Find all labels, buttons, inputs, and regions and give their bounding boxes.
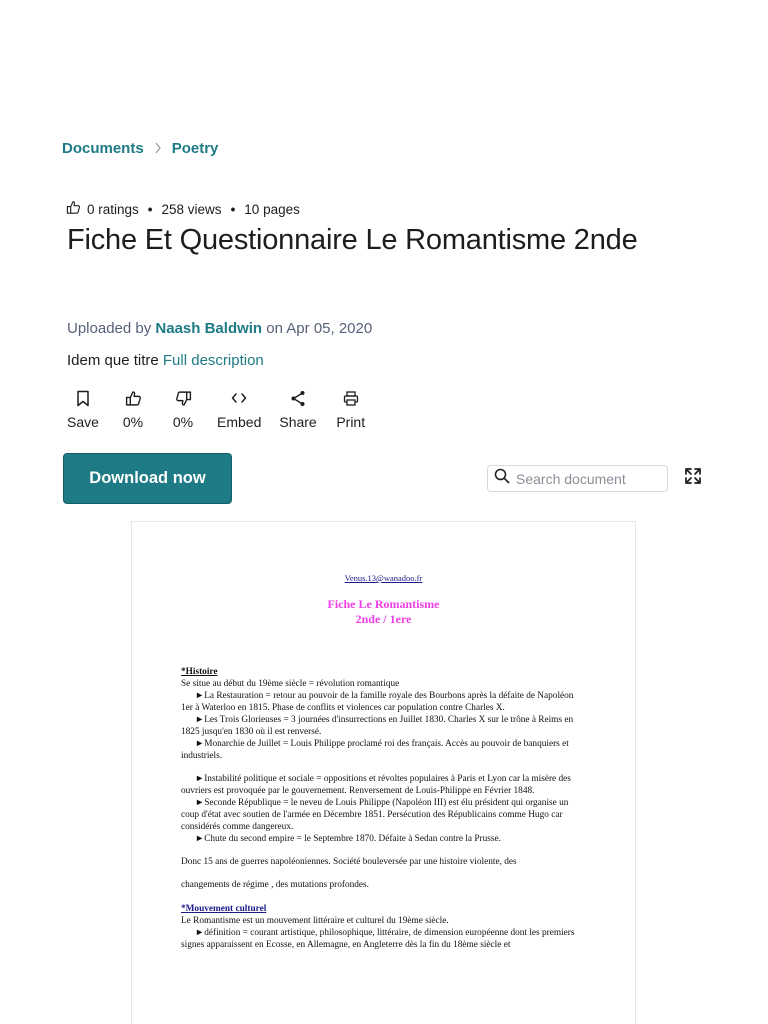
upload-prefix: Uploaded by — [67, 320, 152, 337]
action-bar — [67, 388, 385, 430]
meta-separator: • — [147, 201, 153, 217]
dislike-button[interactable] — [167, 388, 199, 430]
document-section-heading: *Mouvement culturel — [181, 904, 267, 914]
description — [67, 352, 264, 369]
bookmark-icon — [76, 388, 90, 408]
search-icon — [494, 468, 510, 489]
document-line: ►Les Trois Glorieuses = 3 journées d'insurrections en Juillet 1830. Charles X sur le trône à Reims en 1825 jusqu'en 1830 où il est renversé. — [181, 715, 574, 737]
ratings-count: 0 ratings — [87, 201, 139, 217]
print-label: Print — [336, 414, 366, 430]
document-line: ►La Restauration = retour au pouvoir de la famille royale des Bourbons après la défaite de Napoléon 1er à Waterloo en 1815. Phase de conflits et violences car population contre Charles X. — [181, 691, 574, 713]
document-title-line2: 2nde / 1ere — [355, 612, 412, 626]
share-icon — [290, 388, 306, 408]
document-meta — [66, 200, 300, 218]
chevron-right-icon — [154, 141, 162, 157]
save-button[interactable] — [67, 388, 99, 430]
document-line: Se situe au début du 19ème siècle = révolution romantique — [181, 679, 400, 689]
like-button[interactable] — [117, 388, 149, 430]
print-button[interactable] — [335, 388, 367, 430]
embed-button[interactable] — [217, 388, 261, 430]
pages-count: 10 pages — [244, 201, 300, 217]
share-label: Share — [279, 414, 317, 430]
spacer — [181, 845, 581, 856]
spacer — [181, 891, 581, 903]
document-body — [181, 666, 581, 951]
document-title — [132, 597, 635, 627]
download-now-button[interactable]: Download now — [63, 453, 232, 504]
printer-icon — [343, 388, 359, 408]
document-line: ►Instabilité politique et sociale = oppositions et révoltes populaires à Paris et Lyon car la misère des ouvriers est provoquée par le gouvernement. Renversement de Louis-Philippe en Février 1848. — [181, 774, 571, 796]
full-description-link[interactable]: Full description — [162, 352, 264, 369]
document-line: ►Seconde République = le neveu de Louis Philippe (Napoléon III) est élu président qui organise un coup d'état avec soutien de l'armée en Décembre 1851. Persécution des Républicains comme Hugo car considérés comme dangereux. — [181, 798, 569, 832]
spacer — [181, 762, 581, 773]
breadcrumb — [62, 140, 218, 157]
like-percent: 0% — [122, 414, 144, 430]
embed-label: Embed — [217, 414, 262, 430]
spacer — [181, 868, 581, 879]
save-label: Save — [67, 414, 99, 430]
meta-separator: • — [230, 201, 236, 217]
page-title: Fiche Et Questionnaire Le Romantisme 2nde — [67, 224, 638, 256]
views-count: 258 views — [161, 201, 222, 217]
document-line: ►Monarchie de Juillet = Louis Philippe proclamé roi des français. Accès au pouvoir de banquiers et industriels. — [181, 739, 569, 761]
expand-icon — [683, 466, 703, 486]
thumbs-up-icon — [125, 388, 142, 408]
description-text: Idem que titre — [67, 352, 159, 369]
thumbs-up-icon — [66, 200, 87, 218]
document-line: ►définition = courant artistique, philosophique, littéraire, de dimension européenne dont les premiers signes apparaissent en Ecosse, en Allemagne, en Angleterre dès la fin du 18ème siècle et — [181, 928, 575, 950]
code-icon — [231, 388, 247, 408]
dislike-percent: 0% — [172, 414, 194, 430]
document-title-line1: Fiche Le Romantisme — [327, 597, 440, 611]
upload-info — [67, 320, 372, 337]
share-button[interactable] — [279, 388, 316, 430]
author-link[interactable]: Naash Baldwin — [155, 320, 263, 337]
document-line: changements de régime , des mutations profondes. — [181, 880, 369, 890]
upload-date: on Apr 05, 2020 — [266, 320, 373, 337]
document-line: ►Chute du second empire = le Septembre 1870. Défaite à Sedan contre la Prusse. — [195, 834, 501, 844]
document-section-heading: *Histoire — [181, 667, 218, 677]
document-email: Venus.13@wanadoo.fr — [344, 573, 423, 583]
search-document-box — [487, 465, 668, 492]
document-line: Donc 15 ans de guerres napoléoniennes. Société bouleversée par une histoire violente, des — [181, 857, 517, 867]
search-document-input[interactable] — [514, 470, 668, 488]
breadcrumb-poetry[interactable]: Poetry — [171, 140, 219, 157]
fullscreen-button[interactable] — [683, 466, 703, 491]
breadcrumb-documents[interactable]: Documents — [62, 140, 144, 157]
document-line: Le Romantisme est un mouvement littéraire et culturel du 19ème siècle. — [181, 916, 449, 926]
document-preview[interactable] — [131, 521, 636, 1024]
thumbs-down-icon — [175, 388, 192, 408]
